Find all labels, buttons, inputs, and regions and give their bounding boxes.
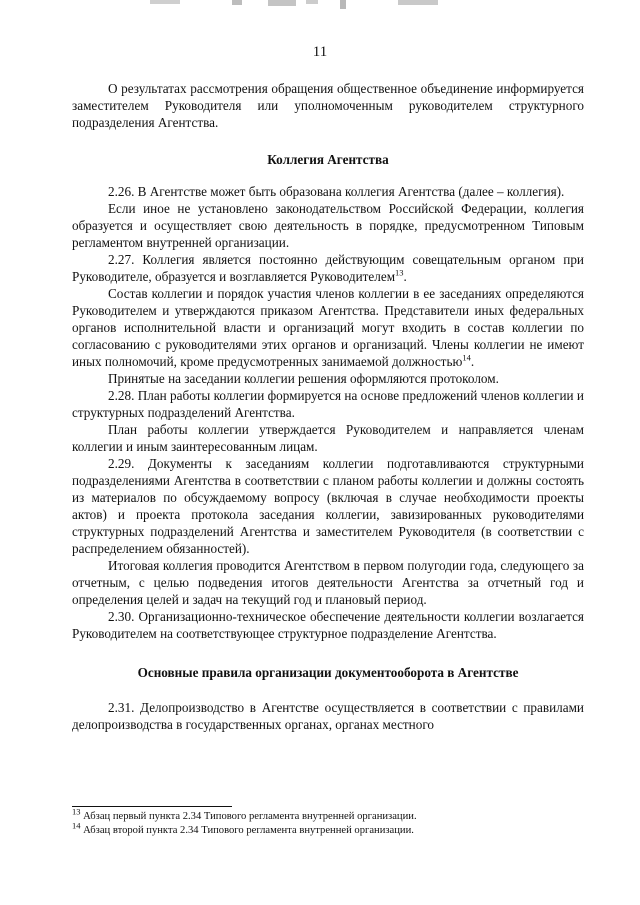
footnote-ref-13[interactable]: 13 xyxy=(395,267,404,278)
intro-paragraph: О результатах рассмотрения обращения общественное объединение информируется заместителем Руководителя или уполномоченным руководителем структурного подразделения Агентства. xyxy=(72,81,584,130)
paragraph-2-27-end: . xyxy=(403,269,407,284)
footnote-13 xyxy=(72,806,592,824)
paragraph-2-27-decisions: Принятые на заседании коллегии решения оформляются протоколом. xyxy=(108,371,499,386)
paragraph-2-27-composition-end: . xyxy=(470,354,475,369)
section-heading-document-flow: Основные правила организации документооборота в Агентстве xyxy=(137,665,519,680)
footnote-14-text: Абзац второй пункта 2.34 Типового регламента внутренней организации. xyxy=(83,825,414,836)
footnote-14-number: 14 xyxy=(72,820,81,831)
paragraph-2-27-text: 2.27. Коллегия является постоянно действующим совещательным органом при Руководителе, образуется и возглавляется Руководителем xyxy=(72,252,584,284)
paragraph-2-29-cont: Итоговая коллегия проводится Агентством в первом полугодии года, следующего за отчетным, с целью подведения итогов деятельности Агентства за отчетный год и определения целей и задач на текущий год и плановый период. xyxy=(72,558,584,607)
paragraph-2-26-cont: Если иное не установлено законодательством Российской Федерации, коллегия образуется и осуществляет свою деятельность в порядке, предусмотренном Типовым регламентом внутренней организации. xyxy=(72,201,584,250)
paragraph-2-26: 2.26. В Агентстве может быть образована коллегия Агентства (далее – коллегия). xyxy=(108,184,565,199)
paragraph-2-29: 2.29. Документы к заседаниям коллегии подготавливаются структурными подразделениями Агентства в соответствии с планом работы коллегии и должны состоять из материалов по обсуждаемому вопросу (включая в случае необходимости проекты актов) и проекта протокола заседания коллегии, завизированных руководителями структурных подразделений Агентства и заместителем Руководителя (в соответствии с распределением обязанностей). xyxy=(72,456,584,556)
paragraph-2-27 xyxy=(72,251,584,285)
footnote-divider xyxy=(72,806,232,807)
footnote-14 xyxy=(72,820,592,838)
paragraph-2-28-cont: План работы коллегии утверждается Руководителем и направляется членам коллегии и иным заинтересованным лицам. xyxy=(72,422,584,454)
paragraph-2-31: 2.31. Делопроизводство в Агентстве осуществляется в соответствии с правилами делопроизводства в государственных органах, органах местного xyxy=(72,700,584,732)
section-heading-collegium: Коллегия Агентства xyxy=(267,152,389,167)
page-number: 11 xyxy=(312,44,328,60)
scan-artifact-marks xyxy=(0,0,640,14)
footnote-13-number: 13 xyxy=(72,806,81,817)
paragraph-2-27-composition-text: Состав коллегии и порядок участия членов коллегии в ее заседаниях определяются Руководителем и утверждаются приказом Агентства. Представители иных федеральных органов исполнительной власти и организаций могут входить в состав коллегии по согласованию с руководителями этих органов и организаций. Члены коллегии не имеют иных полномочий, кроме предусмотренных занимаемой должностью xyxy=(72,286,584,369)
footnotes xyxy=(72,806,592,838)
footnote-ref-14[interactable]: 14 xyxy=(462,352,471,363)
document-body xyxy=(72,80,584,733)
paragraph-2-28: 2.28. План работы коллегии формируется на основе предложений членов коллегии и структурных подразделений Агентства. xyxy=(72,388,584,420)
paragraph-2-27-composition xyxy=(72,285,584,370)
footnote-13-text: Абзац первый пункта 2.34 Типового регламента внутренней организации. xyxy=(83,811,417,822)
paragraph-2-30: 2.30. Организационно-техническое обеспечение деятельности коллегии возлагается Руководителем на соответствующее структурное подразделение Агентства. xyxy=(72,609,584,641)
